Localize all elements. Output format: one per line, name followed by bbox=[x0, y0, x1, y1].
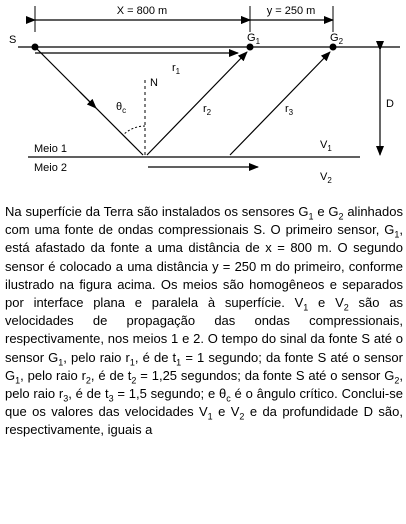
sensor-g2-point bbox=[330, 44, 337, 51]
seismic-refraction-diagram bbox=[0, 0, 406, 200]
medium1-label: Meio 1 bbox=[34, 143, 68, 155]
incident-ray-arrow bbox=[80, 92, 96, 108]
velocity-v1-label: $V_1$ bbox=[320, 139, 332, 153]
ray-r3-label: $r_3$ bbox=[285, 103, 294, 117]
sensor-g1-label: $G_1$ bbox=[247, 32, 261, 46]
depth-label: D bbox=[386, 98, 394, 110]
critical-angle-label: $\theta_c$ bbox=[116, 101, 127, 115]
critical-angle-arc bbox=[123, 126, 145, 135]
ray-r2 bbox=[147, 52, 247, 155]
y-dimension-label: y = 250 m bbox=[266, 5, 316, 17]
ray-r2-label: $r_2$ bbox=[203, 103, 212, 117]
sensor-g1-point bbox=[247, 44, 254, 51]
medium2-label: Meio 2 bbox=[34, 162, 68, 174]
ray-r3 bbox=[230, 52, 330, 155]
normal-label: N bbox=[150, 77, 158, 89]
source-label: S bbox=[9, 34, 17, 46]
x-dimension-label: X = 800 m bbox=[116, 5, 168, 17]
velocity-v2-label: $V_2$ bbox=[320, 171, 332, 185]
sensor-g2-label: $G_2$ bbox=[330, 32, 344, 46]
question-text: Na superfície da Terra são instalados os sensores $G_1$ e $G_2$ alinhados com uma fonte de ondas compressionais S. O primeiro sensor, $G_1$, está afastado da fonte a uma distância de x = 800 m. O segundo sensor é colocado a uma distância y = 250 m do primeiro, conforme ilustrado na figura acima. Os meios são homogêneos e separados por interface plana e paralela à superfície. $V_1$ e $V_2$ são as velocidades de propagação das ondas compressionais, respectivamente, nos meios 1 e 2. O tempo do sinal da fonte S até o sensor $G_1$, pelo raio $r_1$, é de $t_1 = 1$ segundo; da fonte S até o sensor $G_1$, pelo raio $r_2$, é de $t_2 = 1,25$ segundos; da fonte S até o sensor $G_2$, pelo raio $r_3$, é de $t_3 = 1,5$ segundo; e $\theta_c$ é o ângulo crítico. Conclui-se que os valores das velocidades $V_1$ e $V_2$ e da profundidade D são, respectivamente, iguais a bbox=[5, 204, 404, 438]
ray-r1-label: $r_1$ bbox=[172, 62, 181, 76]
